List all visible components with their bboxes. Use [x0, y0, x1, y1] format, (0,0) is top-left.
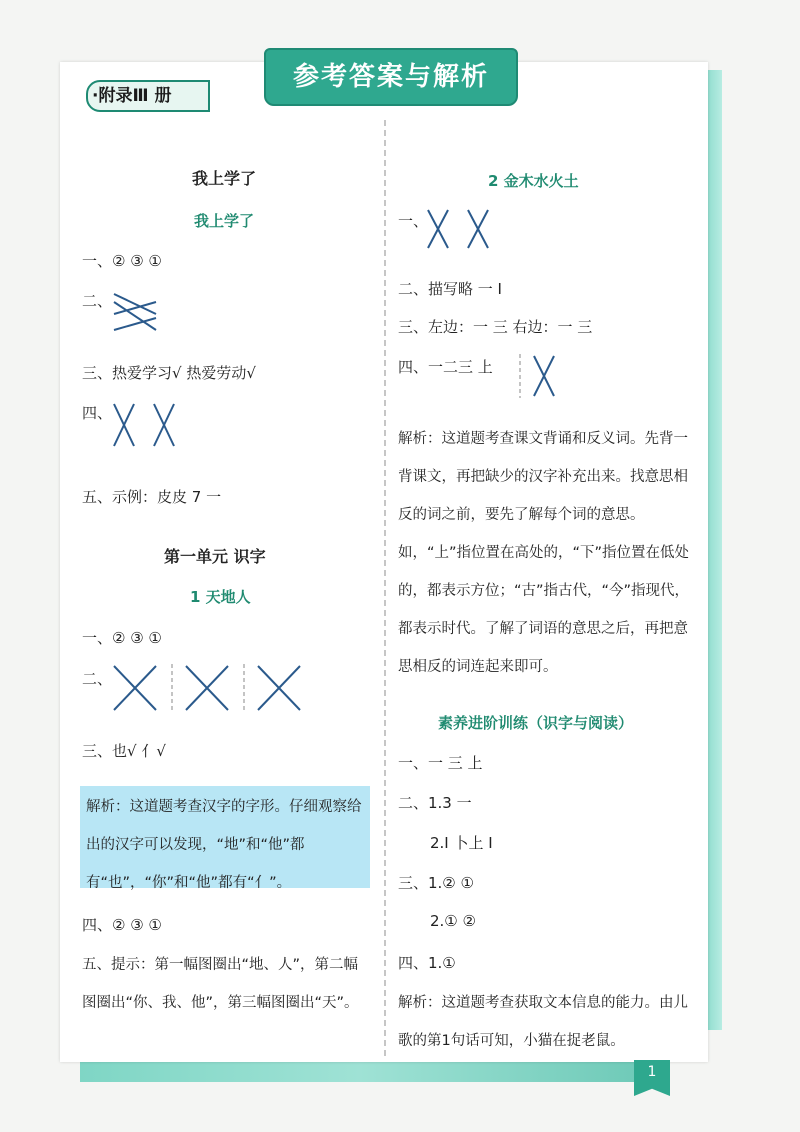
l1-q2-label: 二、 — [82, 670, 113, 688]
l0-q4-label: 四、 — [82, 404, 113, 422]
l1-q3: 三、也√ 亻√ — [82, 742, 166, 760]
l1-q5: 五、提示：第一幅图圈出“地、人”，第二幅图圈出“你、我、他”，第三幅图圈出“天”。 — [82, 957, 359, 1011]
lesson0-title: 我上学了 — [192, 169, 257, 188]
t-q3-1: 三、1.② ① — [398, 874, 474, 892]
l0-q5: 五、示例：皮皮 7 一 — [82, 488, 222, 506]
l2-q4-lines — [516, 352, 564, 400]
l0-q2-label: 二、 — [82, 292, 113, 310]
l2-q1-lines — [424, 206, 494, 254]
l0-q2-lines — [110, 288, 160, 336]
l0-q1: 一、② ③ ① — [82, 252, 162, 270]
page-title: 参考答案与解析 — [292, 62, 489, 92]
t-q3-2: 2.① ② — [430, 912, 476, 930]
page-number: 1 — [647, 1064, 657, 1080]
l2-q3: 三、左边：一 三 右边：一 三 — [398, 318, 593, 336]
l1-q1: 一、② ③ ① — [82, 629, 162, 647]
l2-q4: 四、一二三 上 — [398, 358, 493, 376]
lesson2-title: 2 金木水火土 — [488, 172, 579, 190]
training-title: 素养进阶训练（识字与阅读） — [438, 714, 634, 732]
l1-q4: 四、② ③ ① — [82, 916, 162, 934]
t-analysis: 解析：这道题考查获取文本信息的能力。由儿歌的第1句话可知，小猫在捉老鼠。 — [398, 995, 688, 1049]
l1-q2-lines — [108, 660, 308, 716]
l0-q3: 三、热爱学习√ 热爱劳动√ — [82, 364, 256, 382]
appendix-label: ·附录Ⅲ 册 — [92, 86, 172, 106]
l2-analysis: 解析：这道题考查课文背诵和反义词。先背一背课文，再把缺少的汉字补充出来。找意思相反的词之前，要先了解每个词的意思。如，“上”指位置在高处的，“下”指位置在低处的，都表示方位；“古”指古代，“今”指现代，都表示时代。了解了词语的意思之后，再把意思相反的词连起来即可。 — [398, 431, 690, 675]
column-divider — [384, 120, 386, 1056]
t-q4-1: 四、1.① — [398, 954, 456, 972]
l2-q2: 二、描写略 一 Ⅰ — [398, 280, 502, 298]
t-q1: 一、一 三 上 — [398, 754, 483, 772]
t-q2-1: 二、1.3 一 — [398, 794, 472, 812]
l0-q4-lines — [110, 400, 180, 452]
l1-analysis: 解析：这道题考查汉字的字形。仔细观察给出的汉字可以发现，“地”和“他”都有“也”，“你”和“他”都有“亻”。 — [86, 799, 362, 891]
lesson0-subtitle: 我上学了 — [194, 212, 255, 230]
unit-title: 第一单元 识字 — [164, 547, 266, 566]
t-q2-2: 2.Ⅰ 卜上 Ⅰ — [430, 834, 493, 852]
l2-q1-label: 一、 — [398, 212, 429, 230]
lesson1-title: 1 天地人 — [190, 588, 251, 606]
